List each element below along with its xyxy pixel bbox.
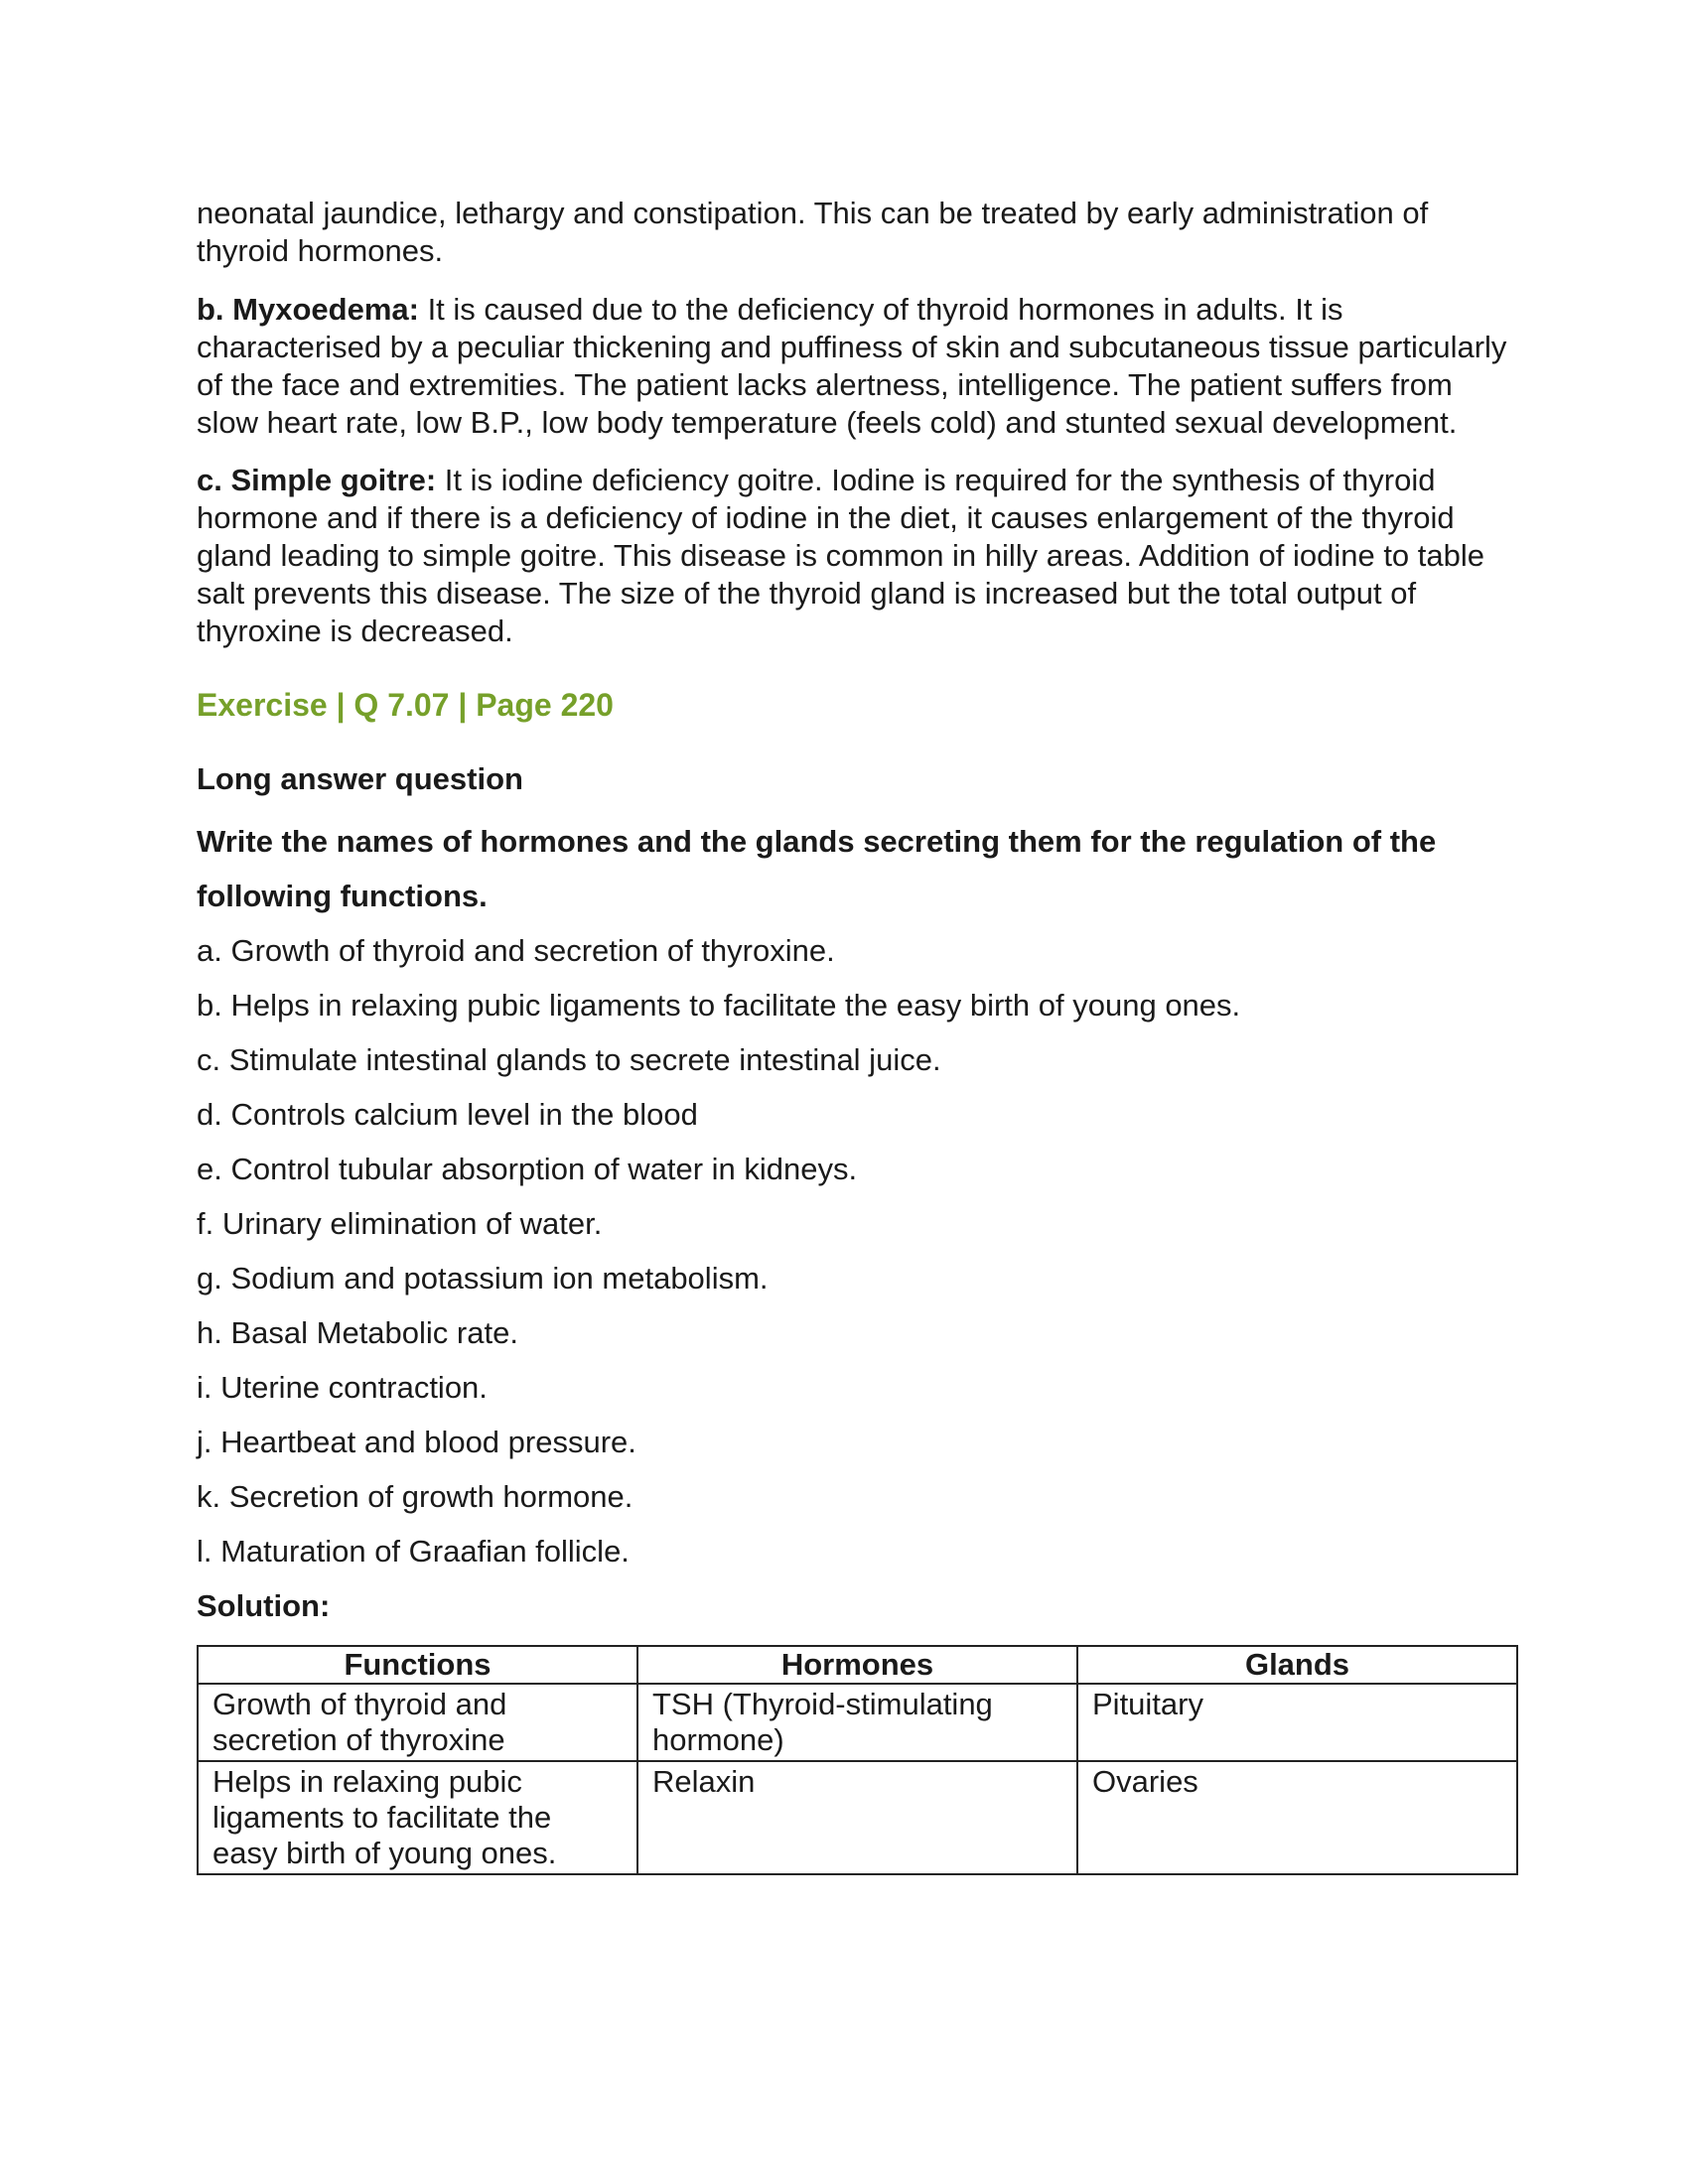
list-item: g. Sodium and potassium ion metabolism. — [197, 1261, 769, 1296]
header-functions: Functions — [198, 1646, 637, 1684]
table-header-row — [198, 1646, 1517, 1684]
solution-label: Solution: — [197, 1588, 331, 1623]
list-item: a. Growth of thyroid and secretion of thyroxine. — [197, 933, 835, 968]
cell-gland: Ovaries — [1077, 1761, 1517, 1874]
question-type: Long answer question — [197, 761, 523, 796]
solution-table — [197, 1645, 1518, 1875]
list-item: f. Urinary elimination of water. — [197, 1206, 603, 1241]
list-item: d. Controls calcium level in the blood — [197, 1097, 698, 1132]
list-item: b. Helps in relaxing pubic ligaments to facilitate the easy birth of young ones. — [197, 988, 1241, 1023]
list-item: h. Basal Metabolic rate. — [197, 1315, 518, 1350]
cell-function: Growth of thyroid and secretion of thyroxine — [198, 1684, 637, 1761]
table-row — [198, 1761, 1517, 1874]
paragraph-simple-goitre — [197, 462, 1517, 650]
table-row — [198, 1684, 1517, 1761]
cell-function: Helps in relaxing pubic ligaments to facilitate the easy birth of young ones. — [198, 1761, 637, 1874]
list-item: j. Heartbeat and blood pressure. — [197, 1425, 636, 1459]
cell-hormone: TSH (Thyroid-stimulating hormone) — [637, 1684, 1077, 1761]
list-item: e. Control tubular absorption of water in kidneys. — [197, 1152, 858, 1186]
question-text: Write the names of hormones and the glands secreting them for the regulation of the following functions. — [197, 824, 1437, 913]
simple-goitre-text: It is iodine deficiency goitre. Iodine is required for the synthesis of thyroid hormone and if there is a deficiency of iodine in the diet, it causes enlargement of the thyroid gland leading to simple goitre. This disease is common in hilly areas. Addition of iodine to table salt prevents this disease. The size of the thyroid gland is increased but the total output of thyroxine is decreased. — [197, 463, 1485, 648]
header-hormones: Hormones — [637, 1646, 1077, 1684]
exercise-heading: Exercise | Q 7.07 | Page 220 — [197, 687, 614, 723]
function-list — [197, 923, 1517, 1578]
list-item: i. Uterine contraction. — [197, 1370, 488, 1405]
header-glands: Glands — [1077, 1646, 1517, 1684]
simple-goitre-label: c. Simple goitre: — [197, 463, 437, 497]
paragraph-cretinism-end: neonatal jaundice, lethargy and constipation. This can be treated by early administration of thyroid hormones. — [197, 196, 1429, 268]
cell-hormone: Relaxin — [637, 1761, 1077, 1874]
list-item: l. Maturation of Graafian follicle. — [197, 1534, 630, 1569]
list-item: k. Secretion of growth hormone. — [197, 1479, 633, 1514]
document-page — [197, 195, 1517, 1875]
cell-gland: Pituitary — [1077, 1684, 1517, 1761]
list-item: c. Stimulate intestinal glands to secrete intestinal juice. — [197, 1042, 941, 1077]
myxoedema-text: It is caused due to the deficiency of thyroid hormones in adults. It is characterised by a peculiar thickening and puffiness of skin and subcutaneous tissue particularly of the face and extremities. The patient lacks alertness, intelligence. The patient suffers from slow heart rate, low B.P., low body temperature (feels cold) and stunted sexual development. — [197, 292, 1507, 440]
paragraph-myxoedema — [197, 291, 1517, 442]
myxoedema-label: b. Myxoedema: — [197, 292, 419, 327]
